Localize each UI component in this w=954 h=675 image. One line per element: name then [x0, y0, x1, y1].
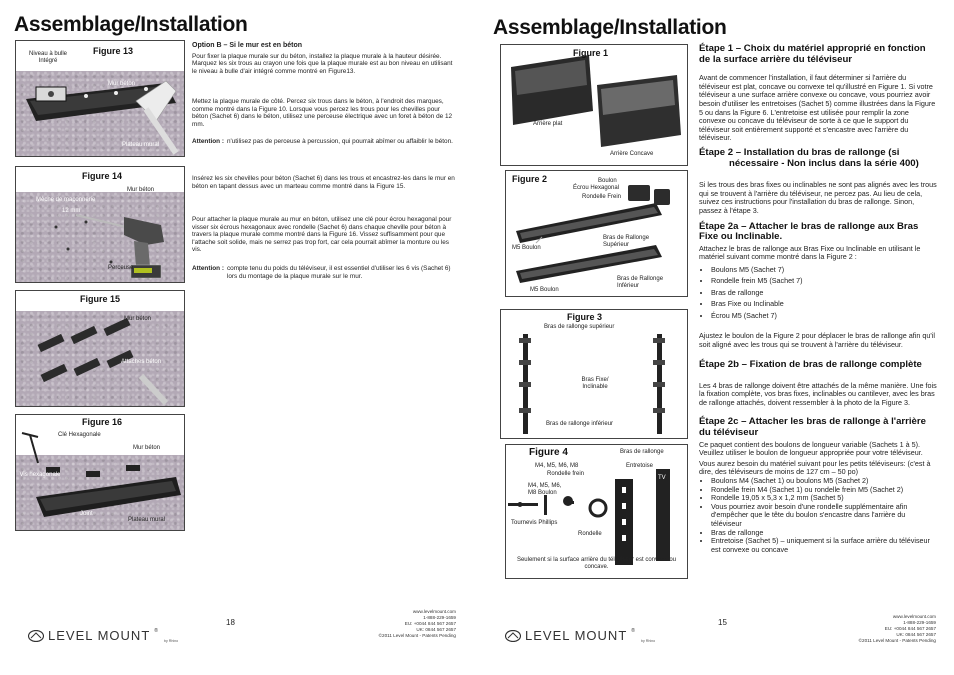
figure-15 — [15, 290, 185, 407]
attention-2-label: Attention : — [192, 265, 224, 272]
step2-heading-b: nécessaire - Non inclus dans la série 400) — [729, 157, 919, 169]
option-b-para2: Mettez la plaque murale de côté. Percez six trous dans le béton, à l'endroit des marques, comme montré dans la Figure 10. Lorsque vous percez les trous pour les chevilles pour béton (Sachet 6) dans le béton, utilisez une perceuse électrique avec un foret à béton de 12 mm. — [192, 98, 453, 128]
footer-eu: EU: +0044 844 567 2657 — [884, 626, 936, 631]
footer-web: www.levelmount.com — [412, 609, 456, 614]
caption-brake-washer: Rondelle frein — [547, 471, 585, 477]
footer-uk: UK: 0844 567 2657 — [416, 627, 456, 632]
level-mount-logo-icon — [28, 630, 44, 642]
attention-1-label: Attention : — [192, 138, 224, 145]
right-page-number: 15 — [718, 618, 727, 627]
caption-wall: Mur béton — [124, 316, 152, 322]
figure-4-label: Figure 4 — [529, 447, 568, 458]
footer-eu: EU: +0044 844 567 2657 — [404, 621, 456, 626]
step2c-heading: Étape 2c – Attacher les bras de rallonge à l'arrière du téléviseur — [699, 416, 926, 439]
caption-bottom-arm: Bras de rallonge inférieur — [546, 421, 614, 427]
figure-1 — [500, 44, 688, 166]
caption-arm-top-1: Bras de Rallonge — [603, 235, 650, 241]
logo-reg: ® — [631, 628, 635, 634]
right-footer — [838, 614, 936, 644]
caption-fixed-arm-1: Bras Fixe/ — [581, 377, 609, 383]
list-item: • Boulons M4 (Sachet 1) ou boulons M5 (Sachet 2) — [711, 477, 937, 486]
caption-tv: TV — [658, 475, 666, 481]
step2a-text: Attachez le bras de rallonge aux Bras Fixe ou Inclinable en utilisant le matériel suivant comme montré dans la Figure 2 : — [699, 243, 921, 262]
caption-hex-nut: Écrou Hexagonal — [573, 185, 620, 191]
caption-wrench: Clé Hexagonale — [58, 432, 101, 438]
caption-concave: Arrière Concave — [610, 151, 654, 157]
option-b-para4: Pour attacher la plaque murale au mur en béton, utilisez une clé pour écrou hexagonal pour visser six écrous hexagonaux avec rondelle (Sachet 6) dans chaque cheville pour béton à travers la plaque murale comme montré dans la Figure 16. Vissez suffisamment pour que l'attache soit solide, mais ne serrez pas trop fort, car cela pourrait abîmer la monture ou les vis. — [192, 216, 452, 254]
right-page-title: Assemblage/Installation — [493, 16, 727, 39]
figure-2 — [505, 170, 688, 297]
caption-screw: Vis hexagonale — [19, 472, 61, 478]
logo-sub: by Rhino — [163, 639, 179, 643]
caption-wall: Mur béton — [108, 81, 136, 87]
step2c-text2: Vous aurez besoin du matériel suivant pour les petits téléviseurs: (c'est à dire, des téléviseurs de moins de 127 cm – 50 po) — [699, 458, 931, 477]
caption-bolts-mid-1: M4, M5, M6, — [528, 483, 562, 489]
caption-arm-top-2: Supérieur — [603, 242, 630, 248]
attention-1-text: n'utilisez pas de perceuse à percussion, qui pourrait abîmer ou affaiblir le béton. — [226, 138, 453, 145]
list-item: • Vous pourriez avoir besoin d'une rondelle supplémentaire afin d'empêcher que le tête du boulon s'encastre dans l'arrière du téléviseur — [711, 503, 937, 529]
caption-arm-bottom-1: Bras de Rallonge — [617, 276, 664, 282]
left-logo — [28, 628, 178, 643]
caption-m5-bolt-bottom: M5 Boulon — [530, 287, 559, 293]
right-logo — [505, 628, 655, 643]
option-b-para1: Pour fixer la plaque murale sur du béton, installez la plaque murale à la hauteur désirée. Marquez les six trous au crayon une fois que la plaque murale est au bon niveau en utilisant le niveau à bulle d'air intégré comme montré en Figure13. — [192, 52, 453, 75]
caption-fixed-arm-2: Inclinable — [582, 384, 608, 390]
left-footer — [360, 609, 456, 639]
footer-copyright: ©2011 Level Mount - Patents Pending — [858, 638, 936, 643]
caption-bolts-mid-2: M8 Boulon — [528, 490, 557, 496]
footer-phone: 1-888-229-1659 — [423, 615, 456, 620]
caption-wall: Mur béton — [133, 445, 161, 451]
caption-bolt: Boulon — [598, 178, 617, 184]
attention-2 — [192, 265, 456, 280]
list-item: • Entretoise (Sachet 5) – uniquement si la surface arrière du téléviseur est convexe ou concave — [711, 537, 937, 554]
caption-anchors: Attaches béton — [121, 359, 162, 365]
caption-plate: Plateau mural — [128, 517, 166, 523]
step2a-after: Ajustez le boulon de la Figure 2 pour déplacer le bras de rallonge afin qu'il soit aligné avec les trous qui se trouvent à l'arrière du téléviseur. — [699, 330, 935, 349]
figure-1-label: Figure 1 — [573, 48, 609, 58]
step2-heading-a: Étape 2 – Installation du bras de rallonge (si — [699, 146, 900, 158]
list-item: • Écrou M5 (Sachet 7) — [711, 310, 937, 321]
step2b-text: Les 4 bras de rallonge doivent être attachés de la même manière. Une fois la fixation complète, vos bras fixes, inclinables ou cantilever, avec les bras de rallonge attachés, doivent ressembler à la photo de la Figure 3. — [699, 380, 937, 407]
figure-14 — [15, 166, 185, 283]
caption-spacer: Entretoise — [626, 463, 654, 469]
left-page-title: Assemblage/Installation — [14, 13, 248, 36]
caption-screwdriver: Tournevis Phillips — [511, 520, 558, 526]
step2c-text1: Ce paquet contient des boulons de longueur variable (Sachets 1 à 5). Veuillez utiliser le boulon de longueur appropriée pour votre téléviseur. — [699, 439, 923, 458]
step2b-heading: Étape 2b – Fixation de bras de rallonge complète — [699, 359, 922, 371]
footer-web: www.levelmount.com — [892, 614, 936, 619]
right-text-column — [699, 44, 937, 554]
option-b-section — [192, 42, 456, 75]
list-item: • Bras de rallonge — [711, 529, 937, 538]
caption-bolts-top: M4, M5, M6, M8 — [535, 463, 579, 469]
caption-brake-washer: Rondelle Frein — [582, 194, 622, 200]
caption-note: Seulement si la surface arrière du téléviseur est convexe ou concave. — [516, 557, 677, 570]
option-b-heading: Option B – Si le mur est en béton — [192, 42, 303, 49]
level-mount-logo-icon — [505, 630, 521, 642]
caption-arm: Bras de rallonge — [620, 449, 664, 455]
step2-text: Si les trous des bras fixes ou inclinables ne sont pas alignés avec les trous qui se trouvent à l'arrière du téléviseur, ne percez pas. Au lieu de cela, suivez ces instructions pour l'installation du bras de rallonge. Sinon, passez à l'étape 3. — [699, 180, 937, 215]
figure-15-label: Figure 15 — [80, 294, 121, 304]
list-item: • Bras de rallonge — [711, 287, 937, 298]
logo-reg: ® — [154, 628, 158, 634]
anchors-illustration — [16, 291, 184, 406]
caption-washer: Rondelle — [578, 531, 602, 537]
tv-backs-illustration — [501, 45, 687, 165]
figure-13 — [15, 40, 185, 157]
figure-16 — [15, 414, 185, 531]
figure-13-label: Figure 13 — [93, 46, 134, 56]
caption-fixed-arm — [573, 377, 617, 391]
logo-word: LEVEL MOUNT — [48, 628, 151, 643]
footer-uk: UK: 0844 567 2657 — [896, 632, 936, 637]
step2a-heading: Étape 2a – Attacher le bras de rallonge aux Bras Fixe ou Inclinable. — [699, 220, 919, 243]
attention-1 — [192, 138, 456, 146]
caption-drill: Perceuse — [108, 265, 134, 271]
caption-arm-bottom-2: Inférieur — [617, 283, 640, 289]
footer-copyright: ©2011 Level Mount - Patents Pending — [378, 633, 456, 638]
step2c-list — [699, 477, 937, 554]
list-item: • Rondelle 19,05 x 5,3 x 1,2 mm (Sachet 5) — [711, 494, 937, 503]
caption-top-arm: Bras de rallonge supérieur — [544, 324, 615, 330]
step1-text: Avant de commencer l'installation, il faut déterminer si l'arrière du téléviseur est plat, concave ou convexe tel qu'illustré en Figure 1. Si votre téléviseur a une surface arrière convexe ou concave, vous pourriez avoir besoin d'utiliser les entretoises (Sachet 5) comme illustrées dans la Figure 5 ou dans la Figure 6. L'entretoise est utilisée pour remplir la zone convexe ou concave du téléviseur de sorte à ce que le support du téléviseur soit entièrement supporté et s'encastre avec l'arrière du téléviseur. — [699, 73, 936, 143]
drill-illustration — [16, 167, 184, 282]
list-item: • Bras Fixe ou Inclinable — [711, 298, 937, 309]
caption-bit-size: 12 mm — [62, 208, 81, 214]
list-item: • Rondelle frein M4 (Sachet 1) ou rondelle frein M5 (Sachet 2) — [711, 486, 937, 495]
caption-level: Niveau à bulle Intégré — [28, 51, 68, 64]
step2a-list — [699, 264, 937, 321]
caption-bit: Mèche de maçonnerie — [36, 197, 96, 203]
figure-3 — [500, 309, 688, 439]
figure-2-label: Figure 2 — [512, 174, 548, 184]
step1-heading: Étape 1 – Choix du matériel approprié en fonction de la surface arrière du téléviseur — [699, 43, 926, 65]
caption-m5-bolt-top: M5 Boulon — [512, 245, 541, 251]
logo-sub: by Rhino — [640, 639, 656, 643]
left-page-number: 18 — [226, 618, 235, 627]
caption-joint: Joint — [80, 511, 93, 517]
figure-4 — [505, 444, 688, 579]
figure-16-label: Figure 16 — [82, 417, 123, 427]
attention-2-text: compte tenu du poids du téléviseur, il est essentiel d'utiliser les 6 vis (Sachet 6) lors du montage de la plaque murale sur le mur. — [226, 265, 451, 280]
list-item: • Rondelle frein M5 (Sachet 7) — [711, 275, 937, 286]
figure-3-label: Figure 3 — [567, 312, 603, 322]
figure-14-label: Figure 14 — [82, 171, 123, 181]
caption-plate: Plateau mural — [122, 142, 160, 148]
step2-heading — [699, 148, 937, 169]
logo-word: LEVEL MOUNT — [525, 628, 628, 643]
option-b-para3: Insérez les six chevilles pour béton (Sachet 6) dans les trous et encastrez-les dans le mur en béton en tapant dessus avec un marteau comme montré dans la Figure 15. — [192, 175, 455, 190]
footer-phone: 1-888-229-1659 — [903, 620, 936, 625]
list-item: • Boulons M5 (Sachet 7) — [711, 264, 937, 275]
caption-flat: Arrière plat — [533, 121, 563, 127]
caption-bolts-mid — [528, 483, 561, 497]
caption-wall: Mur béton — [127, 187, 155, 193]
